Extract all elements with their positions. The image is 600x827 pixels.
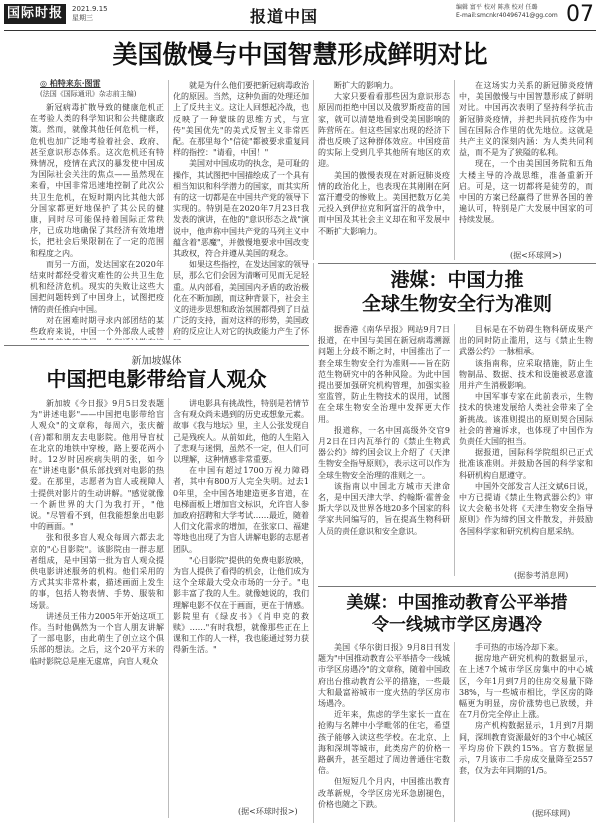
article1-author-title: (法国《国际通讯》杂志前主编) xyxy=(40,90,137,98)
article3-headline xyxy=(320,268,594,316)
paragraph: 就是为什么他们要把新冠病毒政治化的原因。当然，这种负面的处理还加上了反共主义。这让人回想起冷战，也反映了一种蒙昧的思维方式，与宣传"美国优先"的美式反智主义非常匹配。在那里每个"信徒"都被要求重复同样的指控："请看，中国！" xyxy=(173,81,309,158)
article2-headline: 中国把电影带给盲人观众 xyxy=(46,367,267,391)
issue-date: 2021.9.15 xyxy=(72,5,108,13)
article1-author: ◎ 柏特来东·图雷 xyxy=(40,78,101,88)
paragraph: 房产机构数据显示，1月到7月期间，深圳教育资源最好的3个中心城区平均房价下跌约15%。官方数据显示，7月该市二手房成交量降至2557套，仅为去年同期的1/5。 xyxy=(459,721,593,776)
paragraph: 美国《华尔街日报》9月8日刊发题为"中国推动教育公平举措令一线城市学区房遇冷"的文章称，随着中国政府出台推动教育公平的措施，一些最大和最富裕城市一度火热的学区房市场遇冷。 xyxy=(318,643,450,709)
section-divider xyxy=(318,586,596,587)
paragraph: 在中国有超过1700万视力障碍者，其中有800万人完全失明。过去10年里，全中国各地建造更多盲道，在电梯面板上增加盲文标识，允许盲人参加政府招聘和大学考试……最近，随着人们文化需求的增加，在张家口、福建等地也出现了为盲人讲解电影的志愿者团队。 xyxy=(173,466,309,554)
paragraph: 现在，一个由美国国务院和五角大楼主导的冷战思维，准备重新开启。可是，这一切都将是徒劳的，而中国的方案已经赢得了世界各国的普遍认可，特别是广大发展中国家的可持续发展。 xyxy=(459,159,593,225)
column-divider xyxy=(454,324,455,576)
paragraph: "心目影院"提供的免费电影放映，为盲人提供了看得的机会，让他们成为这个全球最大受众市场的一分子。"电影丰富了我的人生。就像她说的，我们理解电影不仅在于画面，更在于情感。影院里有《绿皮书》《肖申克的救赎》……"有时我想，就像那些正在上课和工作的人一样，我也能通过努力获得新生活。" xyxy=(173,555,309,655)
paragraph: 在这场实力关系的新冠肺炎疫情中，美国傲慢与中国智慧形成了鲜明对比。中国再次表明了坚持科学抗击新冠肺炎疫情，并把共同抗疫作为中国在国际合作里的优先地位。这就是共产主义的深刻内涵：为人类共同利益，而不是为了狭隘的私利。 xyxy=(459,81,593,158)
article1-col2 xyxy=(173,80,309,340)
issue-weekday: 星期三 xyxy=(72,14,93,22)
masthead xyxy=(4,4,596,28)
article4-headline-line1: 美媒：中国推动教育公平举措 xyxy=(346,593,568,613)
paragraph: 中国军事专家在此前表示，生物技术的快速发展给人类社会带来了全新挑战。该准则提出的原则契合国际社会的普遍诉求，也体现了中国作为负责任大国的担当。 xyxy=(459,392,593,447)
paragraph: 据报道，国际科学院组织已正式批准该准则。并鼓励各国的科学家和科研机构自愿遵守。 xyxy=(459,448,593,480)
article4-col1 xyxy=(318,642,450,822)
page-number: 07 xyxy=(566,2,594,27)
article4-headline-line2: 令一线城市学区房遇冷 xyxy=(372,615,542,635)
article2-col2 xyxy=(173,398,309,804)
article1-col4 xyxy=(459,80,593,248)
article3-col1 xyxy=(318,324,450,576)
paragraph: 张和很多盲人观众每周六都去北京的"心目影院"。该影院由一群志愿者组成，是中国第一批为盲人观众提供电影讲述服务的机构。他们采用的方式其实非常朴素，描述画面上发生的事，包括人物表情、手势、服装和场景。 xyxy=(30,533,164,610)
article2-source: (据<环球时报>) xyxy=(238,807,298,816)
article4-headline xyxy=(320,592,594,636)
article4-col2 xyxy=(459,642,593,804)
article3-col2 xyxy=(459,324,593,568)
article2-col1 xyxy=(30,398,164,818)
editor-email: E-mail:smcnkr40496741@gg.com xyxy=(456,12,558,19)
paragraph: 断扩大的影响力。 xyxy=(334,81,398,90)
column-divider xyxy=(168,398,169,818)
paragraph: 据房地产研究机构的数据显示，在上述7个城市学区房集中的中心城区，今年1月到7月的住房交易量下降38%，与一些城市相比，学区房的降幅更为明显，房价涨势也已放缓，并在7月份完全停止上涨。 xyxy=(459,654,593,720)
column-divider xyxy=(454,642,455,822)
newspaper-logo: 国际时报 xyxy=(4,4,66,24)
article1-byline xyxy=(40,78,160,100)
paragraph: 美国对中国成功的执念，是可耻的操作，其试图把中国描绘成了一个具有相当知识和科学潜力的国家，而其实所有的这一切都是在中国共产党的领导下实现的。特别是在2020年7月23日我发表的演讲，在他的"意识形态之战"演说中，他声称中国共产党的马列主义中蕴含着"恶魔"，并傲慢地要求中国改变其政权，符合并遵从美国的观念。 xyxy=(173,159,309,259)
article1-col1 xyxy=(30,102,164,340)
column-divider xyxy=(168,80,169,340)
article3-headline-line1: 港媒：中国力推 xyxy=(390,269,524,291)
paragraph: 新加坡《今日报》9月5日发表题为"讲述电影"——中国把电影带给盲人观众"的文章称，每周六，张庆蘅(音)都和朋友去电影院。他用导盲杖在北京的地铁中穿梭，路上要花两小时。12岁时因疾病失明的张，如今在"讲述电影"俱乐部找到对电影的热爱。在那里，志愿者为盲人或视障人士提供对影片的生动讲解。"感觉就像一个新世界的大门为我打开，"他说。"尽管看不到，但我能想象出电影中的画面。" xyxy=(30,399,164,532)
paragraph: 目标是在不妨碍生物科研成果产出的同时防止滥用，这与《禁止生物武器公约》一脉相承。 xyxy=(459,325,593,357)
paragraph: 中国外交部发言人汪文斌6日说，中方已提请《禁止生物武器公约》审议大会秘书处将《天津生物安全指导原则》作为缔约国文件散发，并鼓励各国科学家和研究机构自愿采纳。 xyxy=(459,481,593,536)
paragraph: 讲电影具有挑战性，特别是若情节含有观众尚未遇到的历史或想象元素。故事《我与地坛》里，主人公张发现自己是残疾人。从前如此，他的人生陷入了悲观与迷惘，虽然不一定，但人们可以理解，这种情感非常重要。 xyxy=(173,399,309,465)
paragraph: 近年来，焦虑的学生家长一直在抢购与名牌中小学毗邻的住宅，希望孩子能够入读这些学校。在北京、上海和深圳等城市，此类房产的价格一路飙升，甚至超过了周边普通住宅数倍。 xyxy=(318,710,450,776)
column-divider xyxy=(313,80,314,260)
article3-headline-line2: 全球生物安全行为准则 xyxy=(361,293,552,315)
article1-source: (据<环球网>) xyxy=(510,251,562,260)
paragraph: 手可热的市场冷却下来。 xyxy=(475,643,563,652)
article1-headline: 美国傲慢与中国智慧形成鲜明对比 xyxy=(112,40,488,69)
section-title: 报道中国 xyxy=(250,7,319,26)
article4-source: (据环球网) xyxy=(532,809,571,818)
column-divider xyxy=(454,80,455,260)
paragraph: 而另一方面，发达国家在2020年结束时都经受着灾难性的公共卫生危机和经济危机。现实的失败让这些大国把问题转到了中国身上，试图把疫情的责任推向中国。 xyxy=(30,259,164,314)
paragraph: 据香港《南华早报》网站9月7日报道，在中国与美国在新冠病毒溯源问题上分歧不断之时，中国推出了一套全球生物安全行为准则——旨在防范生物研究中的各种风险。为此中国提出要加强研究机构管理，加强实验室监管，防止生物技术的误用，试图在全球生物安全治理中发挥更大作用。 xyxy=(318,325,450,424)
paragraph: 如果这些指控，在发达国家的领导层，那么它们会因为清晰可见而无足轻重。从内部看，美国国内矛盾的政治极化在不断加剧，而这种背景下，社会主义的进步思想和政治氛围都得到了日益广泛的支持，面对这样的形势，美国政府的反应让人对它的执政能力产生了怀 xyxy=(173,260,309,337)
article3-source: (据参考消息网) xyxy=(514,571,569,580)
column-divider xyxy=(313,263,314,823)
header-divider xyxy=(4,30,596,31)
paragraph: 该指南以中国北方城市天津命名，是中国天津大学、约翰斯·霍普金斯大学以及世界各地20多个国家的科学家共同编写的，旨在提高生物科研人员的责任意识和安全意识。 xyxy=(318,481,450,536)
issue-date-block xyxy=(72,5,108,23)
paragraph: 大家只要看看那些因为意识形态原因而拒绝中国以及俄罗斯疫苗的国家，就可以清楚地看到受美国影响的阵营所在。但这些国家出现的经济下滑也反映了这种群体效应。中国疫苗的实际上受到几乎其他所有地区的欢迎。 xyxy=(318,92,450,169)
paragraph: 讲述员王伟力2005年开始这项工作。当时他偶然为一个盲人朋友讲解了一部电影，由此萌生了创立这个俱乐部的想法。之后，这个20平方米的临时影院总是座无虚席，向盲人观众 xyxy=(30,611,164,666)
paragraph: 对在困难时期寻求内部团结的某些政府来说，中国一个外部敌人或替 xyxy=(30,315,164,337)
editor-credits xyxy=(456,4,558,20)
paragraph: 但短短几个月内，中国推出教育改革新规，令学区房光环急剧褪色，价格也随之下跌。 xyxy=(318,777,450,809)
paragraph: 该指南称，应采取措施，防止生物制品、数据、技术和设施被恶意滥用并产生消极影响。 xyxy=(459,358,593,391)
paragraph: 报道称，一名中国高级外交官9月2日在日内瓦举行的《禁止生物武器公约》缔约国会议上介绍了《天津生物安全指导原则》，表示这可以作为全球生物安全治理的准则之一。 xyxy=(318,425,450,480)
section-divider xyxy=(318,263,596,264)
editor-names: 编辑 富平 校对 陈燕 校对 任璐 xyxy=(456,4,538,11)
article1-col3 xyxy=(318,80,450,260)
section-divider xyxy=(4,345,309,346)
article2-kicker: 新加坡媒体 xyxy=(131,356,182,367)
paragraph: 新冠病毒扩散导致的健康危机正在考验人类的科学知识和公共健康政策。然而，就像其他任何危机一样，危机也加广泛地考验着社会、政府、甚至意识形态体系。这次危机还有特殊情况，疫情在武汉的暴发使中国成为国际社会关注的焦点——虽然现在来看，中国非常迅速地控制了此次公共卫生危机，在短时期内比其他大部分国家都更好地保护了其公民的健康，同时尽可能保持着国际正常秩序，已成功地确保了其经济有效地增长，把社会后果限制在了一定的范围和程度之内。 xyxy=(30,103,164,258)
paragraph: 美国的傲慢表现在对新冠肺炎疫情的政治化上，也表现在其刚刚在阿富汗遭受的惨败上。美国把数万亿美元投入到伊拉克和阿富汗的战争中，而中国及其社会主义却在和平发展中不断扩大影响力。 xyxy=(318,170,450,236)
